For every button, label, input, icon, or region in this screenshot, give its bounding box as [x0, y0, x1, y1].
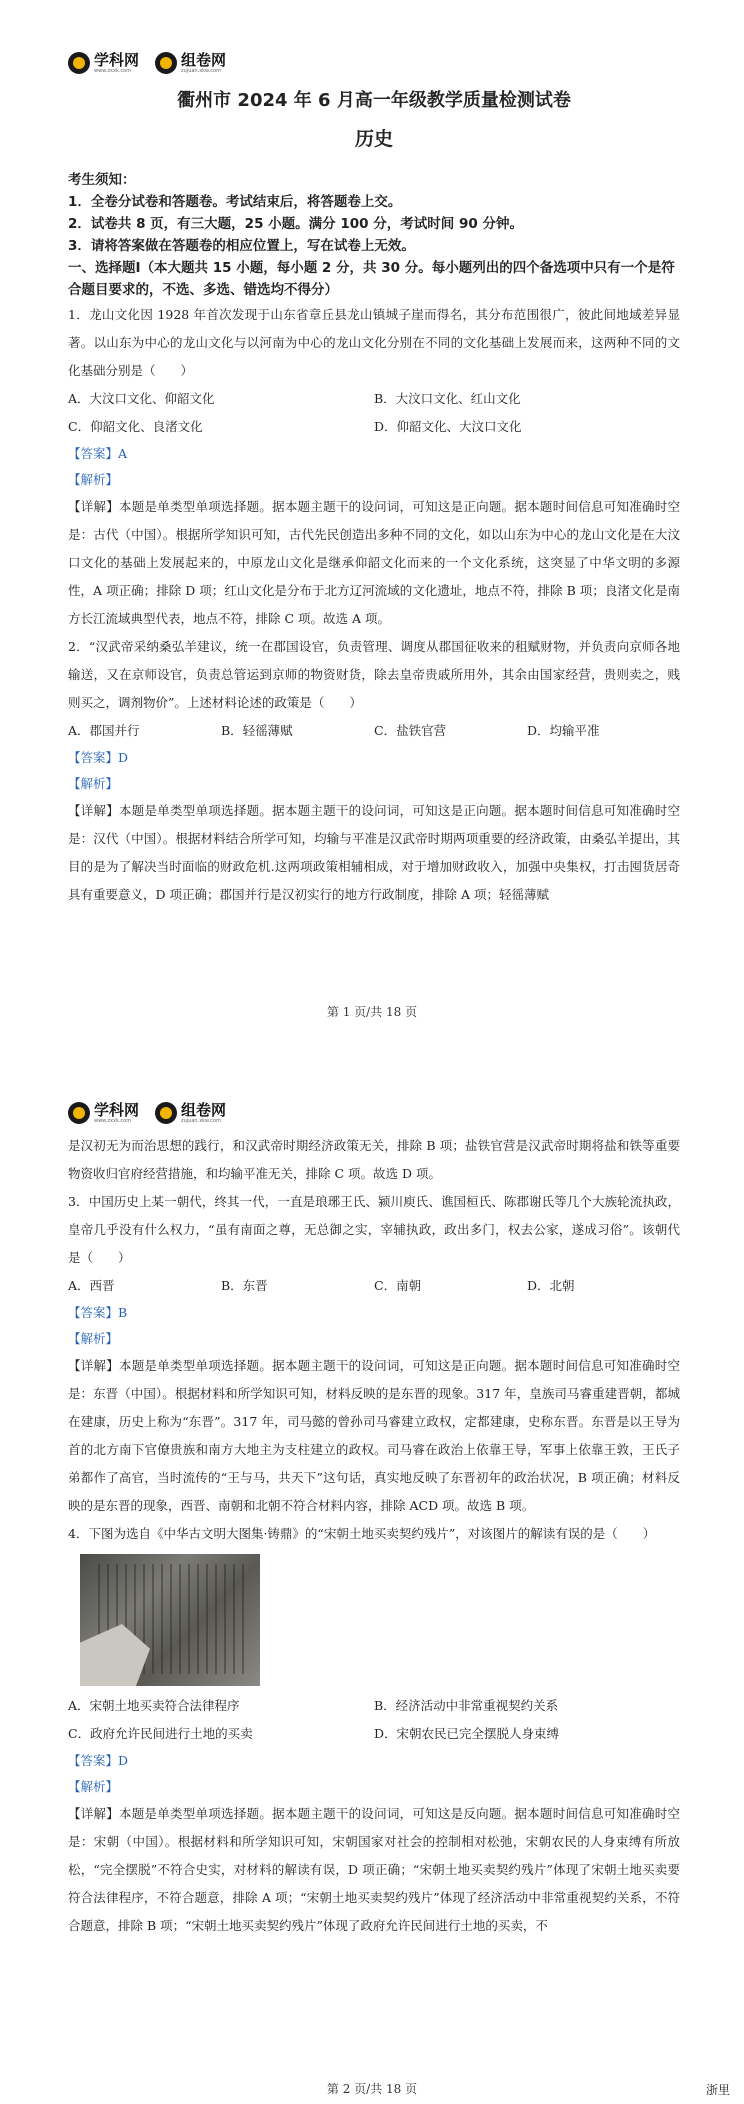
zujuanwang-logo-icon — [155, 1102, 177, 1124]
option: C．仰韶文化、良渚文化 — [68, 419, 203, 434]
question-1-analysis-tag: 【解析】 — [68, 472, 119, 487]
question-2-detail-continued: 是汉初无为而治思想的践行，和汉武帝时期经济政策无关，排除 B 项；盐铁官营是汉武帝时期将盐和铁等重要物资收归官府经营措施，和均输平准无关，排除 C 项。故选 D 项。 — [68, 1138, 680, 1181]
notice-item: 3．请将答案做在答题卷的相应位置上，写在试卷上无效。 — [68, 238, 415, 254]
question-3-answer: 【答案】B — [68, 1305, 128, 1320]
logo-name: 组卷网 — [181, 50, 227, 69]
option: D．北朝 — [527, 1278, 575, 1293]
question-1-answer: 【答案】A — [68, 446, 128, 461]
section-heading: 一、选择题Ⅰ（本大题共 15 小题，每小题 2 分，共 30 分。每小题列出的四个备选项中只有一个是符合题目要求的，不选、多选、错选均不得分） — [68, 260, 675, 298]
header-logos — [68, 1102, 226, 1124]
page-2 — [0, 1090, 744, 2104]
question-3-options — [68, 1272, 680, 1300]
question-4-detail: 【详解】本题是单类型单项选择题。据本题主题干的设问词，可知这是反向题。据本题时间信息可知准确时空是：宋朝（中国）。根据材料和所学知识可知，宋朝国家对社会的控制相对松弛，宋朝农民的人身束缚有所放松，“完全摆脱”不符合史实，对材料的解读有误，D 项正确；“宋朝土地买卖契约残片”体现了宋朝土地买卖要符合法律程序，不符合题意，排除 A 项；“宋朝土地买卖契约残片”体现了经济活动中非常重视契约关系，不符合题意，排除 B 项；“宋朝土地买卖契约残片”体现了政府允许民间进行土地的买卖，不 — [68, 1806, 680, 1933]
option: B．轻徭薄赋 — [221, 723, 293, 738]
notice-heading: 考生须知： — [68, 172, 136, 188]
page-2-content — [68, 1132, 680, 1940]
logo-url: zujuan.xkw.com — [181, 1117, 221, 1124]
zujuanwang-logo-icon — [155, 52, 177, 74]
question-3-analysis-tag: 【解析】 — [68, 1331, 119, 1346]
logo-url: zujuan.xkw.com — [181, 67, 221, 74]
question-4-stem: 4．下图为选自《中华古文明大图集·铸鼎》的“宋朝土地买卖契约残片”，对该图片的解读有误的是（ ） — [68, 1526, 656, 1541]
question-4-analysis-tag: 【解析】 — [68, 1779, 119, 1794]
option: D．宋朝农民已完全摆脱人身束缚 — [374, 1726, 560, 1741]
question-2-answer: 【答案】D — [68, 750, 129, 765]
page-number: 第 1 页/共 18 页 — [326, 1005, 418, 1019]
option: D．均输平准 — [527, 723, 600, 738]
question-2-detail: 【详解】本题是单类型单项选择题。据本题主题干的设问词，可知这是正向题。据本题时间信息可知准确时空是：汉代（中国）。根据材料结合所学可知，均输与平准是汉武帝时期两项重要的经济政策，由桑弘羊提出，其目的是为了解决当时面临的财政危机.这两项政策相辅相成，对于增加财政收入，加强中央集权，打击囤货居奇具有重要意义，D 项正确；郡国并行是汉初实行的地方行政制度，排除 A 项；轻徭薄赋 — [68, 803, 680, 902]
notice-item: 2．试卷共 8 页，有三大题，25 小题。满分 100 分，考试时间 90 分钟。 — [68, 216, 523, 232]
logo-name: 组卷网 — [181, 1100, 227, 1119]
option: A．郡国并行 — [68, 723, 140, 738]
option: D．仰韶文化、大汶口文化 — [374, 419, 522, 434]
logo-url: www.zxxk.com — [94, 67, 132, 74]
logo-zujuanwang[interactable] — [155, 52, 226, 74]
option: A．大汶口文化、仰韶文化 — [68, 391, 215, 406]
question-1-options — [68, 385, 680, 441]
option: B．东晋 — [221, 1278, 268, 1293]
logo-name: 学科网 — [94, 1100, 140, 1119]
option: C．盐铁官营 — [374, 723, 447, 738]
option: C．政府允许民间进行土地的买卖 — [68, 1726, 253, 1741]
option: A．宋朝土地买卖符合法律程序 — [68, 1698, 240, 1713]
notice-item: 1．全卷分试卷和答题卷。考试结束后，将答题卷上交。 — [68, 194, 402, 210]
header-logos — [68, 52, 226, 74]
question-4-options — [68, 1692, 680, 1748]
option: C．南朝 — [374, 1278, 422, 1293]
question-1-stem: 1．龙山文化因 1928 年首次发现于山东省章丘县龙山镇城子崖而得名，其分布范围很广，彼此间地域差异显著。以山东为中心的龙山文化与以河南为中心的龙山文化分别在不同的文化基础上发展而来，这两种不同的文化基础分别是（ ） — [68, 307, 680, 378]
page-1-content — [68, 86, 680, 909]
page-1 — [0, 0, 744, 1040]
logo-name: 学科网 — [94, 50, 140, 69]
exam-title: 衢州市 2024 年 6 月高一年级教学质量检测试卷 — [177, 90, 571, 111]
question-2-stem: 2．“汉武帝采纳桑弘羊建议，统一在郡国设官，负责管理、调度从郡国征收来的租赋财物，并负责向京师各地输送，又在京师设官，负责总管运到京师的物资财货，除去皇帝贵戚所用外，其余由国家经营，贵则卖之，贱则买之，调剂物价”。上述材料论述的政策是（ ） — [68, 639, 680, 710]
logo-xuekewang[interactable] — [68, 1102, 139, 1124]
corner-label: 浙里 — [705, 2083, 730, 2097]
logo-zujuanwang[interactable] — [155, 1102, 226, 1124]
logo-xuekewang[interactable] — [68, 52, 139, 74]
option: B．经济活动中非常重视契约关系 — [374, 1698, 559, 1713]
option: A．西晋 — [68, 1278, 115, 1293]
question-3-stem: 3．中国历史上某一朝代，终其一代，一直是琅琊王氏、颍川庾氏、谯国桓氏、陈郡谢氏等几个大族轮流执政，皇帝几乎没有什么权力，“虽有南面之尊，无总御之实，宰辅执政，政出多门，权去公家，遂成习俗”。该朝代是（ ） — [68, 1194, 680, 1265]
xuekewang-logo-icon — [68, 1102, 90, 1124]
question-1-detail: 【详解】本题是单类型单项选择题。据本题主题干的设问词，可知这是正向题。据本题时间信息可知准确时空是：古代（中国）。根据所学知识可知，古代先民创造出多种不同的文化，如以山东为中心的龙山文化是在大汶口文化的基础上发展起来的，中原龙山文化是继承仰韶文化而来的一个文化系统，这突显了中华文明的多源性，A 项正确；排除 D 项；红山文化是分布于北方辽河流域的文化遗址，地点不符，排除 B 项；良渚文化是南方长江流域典型代表，地点不符，排除 C 项。故选 A 项。 — [68, 499, 680, 626]
question-3-detail: 【详解】本题是单类型单项选择题。据本题主题干的设问词，可知这是正向题。据本题时间信息可知准确时空是：东晋（中国）。根据材料和所学知识可知，材料反映的是东晋的现象。317 年，皇族司马睿重建晋朝，都城在建康，历史上称为“东晋”。317 年，司马懿的曾孙司马睿建立政权，定都建康，史称东晋。东晋是以王导为首的北方南下官僚贵族和南方大地主为支柱建立的政权。司马睿在政治上依靠王导，军事上依靠王敦，王氏子弟都作了高官，当时流传的“王与马，共天下”这句话，真实地反映了东晋初年的政治状况，B 项正确；材料反映的是东晋的现象，西晋、南朝和北朝不符合材料内容，排除 ACD 项。故选 B 项。 — [68, 1358, 680, 1513]
option: B．大汶口文化、红山文化 — [374, 391, 521, 406]
xuekewang-logo-icon — [68, 52, 90, 74]
page-number: 第 2 页/共 18 页 — [326, 2082, 418, 2096]
exam-subject: 历史 — [354, 128, 393, 150]
song-land-contract-fragment-image — [80, 1554, 260, 1686]
question-2-analysis-tag: 【解析】 — [68, 776, 119, 791]
question-4-answer: 【答案】D — [68, 1753, 129, 1768]
logo-url: www.zxxk.com — [94, 1117, 132, 1124]
question-2-options — [68, 717, 680, 745]
